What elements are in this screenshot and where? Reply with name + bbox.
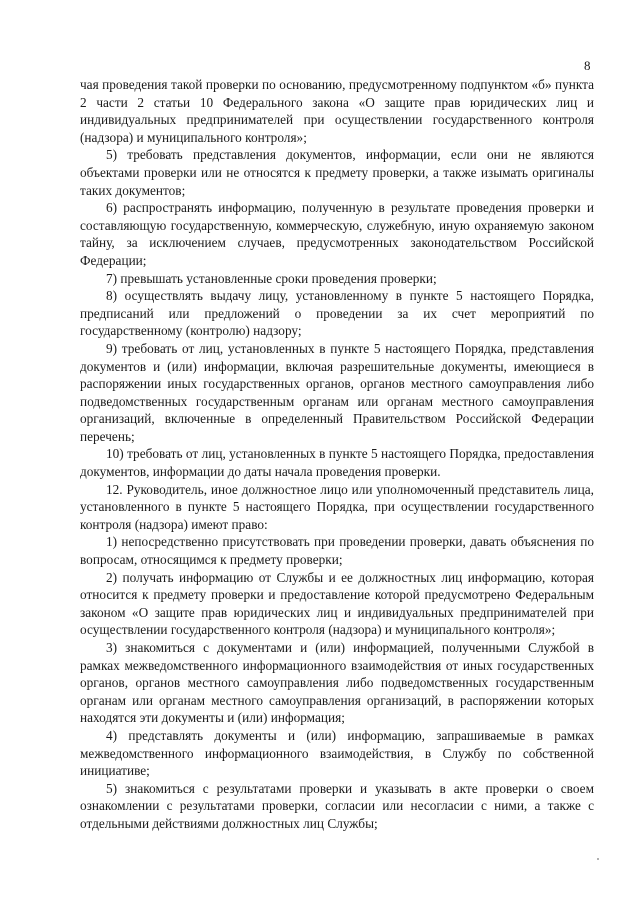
document-body (80, 76, 594, 833)
scan-speck (597, 858, 599, 860)
paragraph-item-7: 7) превышать установленные сроки проведения проверки; (106, 270, 437, 286)
paragraph-continuation: чая проведения такой проверки по основанию, предусмотренному подпунктом «б» пункта 2 части 2 статьи 10 Федерального закона «О защите прав юридических лиц и индивидуальных предпринимателей при осуществлении государственного контроля (надзора) и муниципального контроля»; (80, 77, 594, 145)
paragraph-right-2: 2) получать информацию от Службы и ее должностных лиц информацию, которая относится к предмету проверки и предоставление которой предусмотрено Федеральным законом «О защите прав юридических лиц и индивидуальных предпринимателей при осуществлении государственного контроля (надзора) и муниципального контроля»; (80, 569, 594, 638)
paragraph-right-1: 1) непосредственно присутствовать при проведении проверки, давать объяснения по вопросам, относящимся к предмету проверки; (80, 534, 594, 568)
paragraph-right-4: 4) представлять документы и (или) информацию, запрашиваемые в рамках межведомственного информационного взаимодействия, в Службу по собственной инициативе; (80, 727, 594, 779)
paragraph-item-9: 9) требовать от лиц, установленных в пункте 5 настоящего Порядка, представления документов и (или) информации, включая разрешительные документы, имеющиеся в распоряжении иных государственных органов, органов местного самоуправления либо подведомственных государственным органам или органам местного самоуправления организаций, включенные в определенный Правительством Российской Федерации перечень; (80, 340, 594, 444)
paragraph-item-5: 5) требовать представления документов, информации, если они не являются объектами проверки или не относятся к предмету проверки, а также изымать оригиналы таких документов; (80, 147, 594, 198)
page-number: 8 (584, 58, 591, 73)
paragraph-item-10: 10) требовать от лиц, установленных в пункте 5 настоящего Порядка, предоставления документов, информации до даты начала проведения проверки. (80, 446, 594, 480)
paragraph-section-12: 12. Руководитель, иное должностное лицо или уполномоченный представитель лица, установленного в пункте 5 настоящего Порядка, при осуществлении государственного контроля (надзора) имеют право: (80, 481, 594, 532)
paragraph-item-8: 8) осуществлять выдачу лицу, установленному в пункте 5 настоящего Порядка, предписаний или предложений о проведении за их счет мероприятий по государственному (контролю) надзору; (80, 288, 594, 339)
paragraph-right-3: 3) знакомиться с документами и (или) информацией, полученными Службой в рамках межведомственного информационного взаимодействия от иных государственных органов, органов местного самоуправления либо подведомственных государственным органам или органам местного самоуправления организаций, в распоряжении которых находятся эти документы и (или) информация; (80, 640, 594, 726)
paragraph-right-5: 5) знакомиться с результатами проверки и указывать в акте проверки о своем ознакомлении с результатами проверки, согласии или несогласии с ними, а также с отдельными действиями должностных лиц Службы; (80, 780, 594, 831)
paragraph-item-6: 6) распространять информацию, полученную в результате проведения проверки и составляющую государственную, коммерческую, служебную, иную охраняемую законом тайну, за исключением случаев, предусмотренных законодательством Российской Федерации; (80, 200, 594, 268)
